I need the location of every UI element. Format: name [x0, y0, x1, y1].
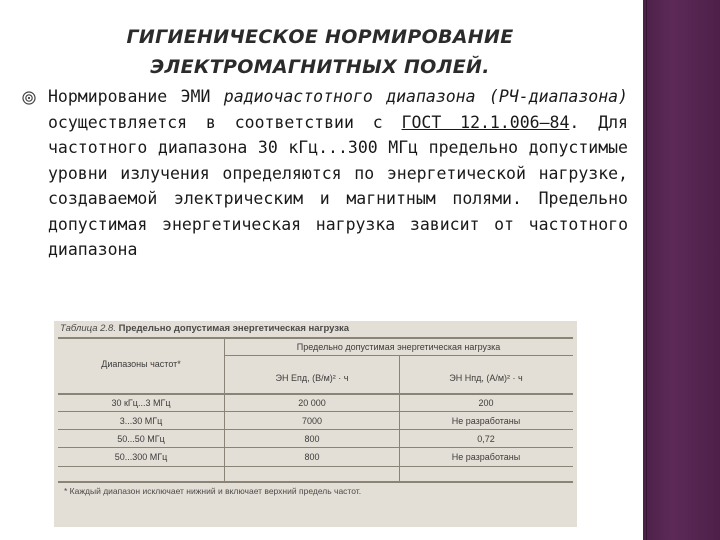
table-caption-label: Таблица 2.8.	[60, 323, 116, 334]
table-header-e: ЭН Eпд, (В/м)² · ч	[275, 373, 349, 383]
table-cell-h: 0,72	[477, 434, 495, 444]
decorative-side-band	[640, 0, 720, 540]
table-row-rule	[58, 411, 573, 412]
paragraph-text-2: осуществляется в соответствии с	[48, 112, 402, 132]
table-cell-e: 20 000	[298, 398, 326, 408]
table-cell-range: 3...30 МГц	[119, 416, 163, 426]
table-top-rule	[58, 337, 573, 339]
table-row-rule	[58, 466, 573, 467]
table-caption	[60, 323, 349, 334]
body-paragraph	[48, 84, 628, 263]
table-column-rule	[399, 355, 400, 481]
table-cell-range: 50...300 МГц	[114, 452, 168, 462]
table-header-h: ЭН Hпд, (А/м)² · ч	[449, 373, 523, 383]
paragraph-text-1: Нормирование ЭМИ	[48, 87, 224, 106]
table-caption-text: Предельно допустимая энергетическая нагрузка	[118, 323, 350, 334]
table-bottom-rule	[58, 481, 573, 483]
table-cell-h: Не разработаны	[451, 452, 521, 462]
table-column-rule	[224, 337, 225, 481]
table-cell-e: 800	[304, 452, 320, 462]
table-header-range: Диапазоны частот*	[101, 359, 181, 369]
table-cell-h: 200	[478, 398, 494, 408]
table-cell-e: 800	[304, 434, 320, 444]
table-header-group: Предельно допустимая энергетическая нагрузка	[296, 342, 501, 352]
table-cell-range: 30 кГц...3 МГц	[111, 398, 171, 408]
slide-title	[60, 22, 580, 82]
gost-standard-link[interactable]: ГОСТ 12.1.006—84	[401, 112, 570, 132]
target-bullet-icon	[22, 91, 36, 105]
slide-title-line-1: ГИГИЕНИЧЕСКОЕ НОРМИРОВАНИЕ	[126, 26, 514, 48]
table-cell-h: Не разработаны	[451, 416, 521, 426]
table-row-rule	[58, 429, 573, 430]
table-cell-range: 50...50 МГц	[117, 434, 165, 444]
table-cell-e: 7000	[301, 416, 323, 426]
paragraph-italic-term: радиочастотного диапазона (РЧ-диапазона)	[223, 87, 628, 106]
paragraph-text-3: . Для частотного диапазона 30 кГц...300 МГц предельно допустимые уровни излучения определяются по энергетической нагрузке, создаваемой электрическим и магнитным полями. Предельно допустимая энергетическая нагрузка зависит от частотного диапазона	[48, 112, 628, 259]
slide-title-line-2: ЭЛЕКТРОМАГНИТНЫХ ПОЛЕЙ.	[150, 56, 490, 78]
table-footnote: * Каждый диапазон исключает нижний и включает верхний предель частот.	[64, 486, 362, 496]
table-row-rule	[58, 447, 573, 448]
norms-table-image	[54, 321, 577, 527]
table-header-rule	[58, 393, 573, 395]
